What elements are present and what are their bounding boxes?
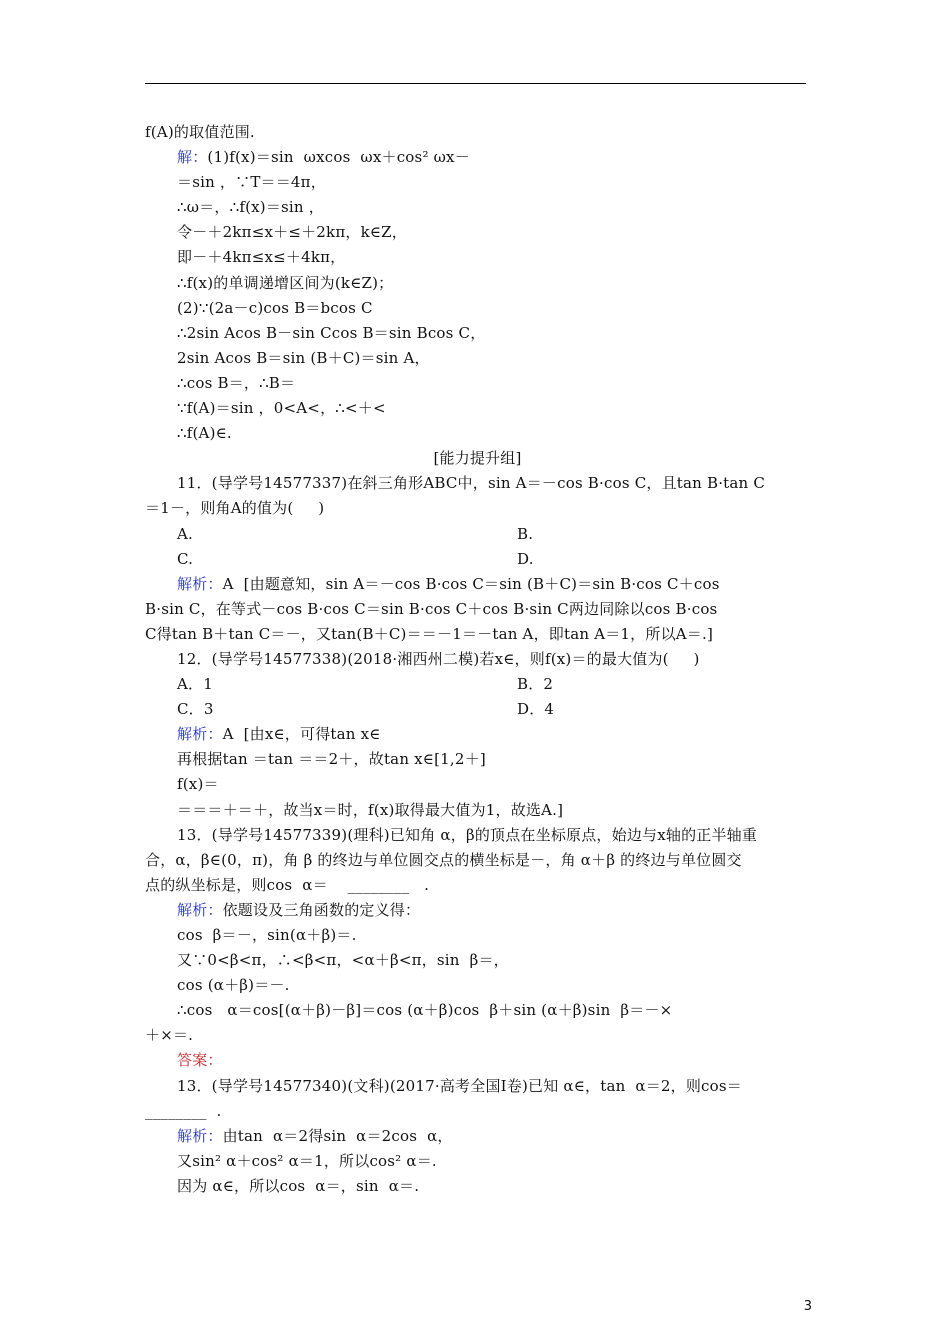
option-c: C. (177, 549, 194, 568)
question-line: 13．(导学号14577339)(理科)已知角 α，β的顶点在坐标原点，始边与x轴的正半轴重 (177, 825, 758, 844)
text-line: ∴f(A)∈. (177, 424, 232, 443)
text-line: ＋×＝. (145, 1026, 194, 1045)
options-row (145, 522, 810, 547)
header-rule (145, 83, 806, 84)
text-line: 又∵0<β<π，∴<β<π，<α＋β<π，sin β＝， (177, 951, 509, 970)
text-line: ＝＝＝＋＝＋，故当x＝时，f(x)取得最大值为1，故选A.] (177, 800, 564, 819)
text-line: 2sin Acos B＝sin (B＋C)＝sin A， (177, 348, 430, 367)
page-number: 3 (803, 1299, 812, 1314)
text-line: cos (α＋β)＝－. (177, 976, 290, 995)
analysis-label: 解析： (177, 574, 223, 593)
analysis-label: 解析： (177, 725, 223, 744)
question-line: 13．(导学号14577340)(文科)(2017·高考全国Ⅰ卷)已知 α∈，tan α＝2，则cos＝ (177, 1076, 742, 1095)
text-line: 因为 α∈，所以cos α＝，sin α＝. (177, 1176, 420, 1195)
text-line: 即－＋4kπ≤x≤＋4kπ， (177, 248, 346, 267)
options-row (145, 697, 810, 722)
text-line: 令－＋2kπ≤x＋≤＋2kπ，k∈Z， (177, 223, 407, 242)
option-c: C．3 (177, 700, 214, 719)
options-row (145, 547, 810, 572)
option-a: A．1 (177, 675, 213, 694)
option-d: D. (517, 549, 534, 568)
analysis-line: 解析：依题设及三角函数的定义得： (177, 900, 421, 919)
text-line: ∴cos α＝cos[(α＋β)－β]＝cos (α＋β)cos β＋sin (α＋β)sin β＝－× (177, 1001, 673, 1020)
options-row (145, 672, 810, 697)
text-line: 又sin² α＋cos² α＝1，所以cos² α＝. (177, 1151, 437, 1170)
answer-line (145, 1048, 810, 1073)
text-line: ∵f(A)＝sin ，0<A<，∴<＋< (177, 399, 386, 418)
analysis-line: 解析：A [由题意知，sin A＝－cos B·cos C＝sin (B＋C)＝sin B·cos C＋cos (177, 574, 720, 593)
question-line: 12．(导学号14577338)(2018·湘西州二模)若x∈，则f(x)＝的最大值为( ) (177, 649, 700, 668)
analysis-label: 解析： (177, 900, 223, 919)
question-line: 点的纵坐标是，则cos α＝ ________ . (145, 875, 430, 894)
text-line: cos β＝－，sin(α＋β)＝. (177, 926, 357, 944)
text-line: 再根据tan ＝tan ＝＝2＋，故tan x∈[1,2＋] (177, 750, 486, 769)
analysis-label: 解析： (177, 1126, 223, 1145)
analysis-line: 解析：由tan α＝2得sin α＝2cos α， (177, 1126, 453, 1145)
option-b: B．2 (517, 675, 554, 694)
text-line: f(x)＝ (177, 775, 219, 794)
text-line: ∴2sin Acos B－sin Ccos B＝sin Bcos C， (177, 323, 486, 342)
solution-label: 解： (177, 148, 208, 167)
document-body (145, 120, 810, 1199)
question-line: ________ . (145, 1101, 222, 1120)
text-line: ∴f(x)的单调递增区间为(k∈Z)； (177, 273, 394, 292)
question-line: 合，α，β∈(0，π)，角 β 的终边与单位圆交点的横坐标是－，角 α＋β 的终边与单位圆交 (145, 850, 742, 869)
solution-line: 解：(1)f(x)＝sin ωxcos ωx＋cos² ωx－ (177, 148, 470, 167)
text-line: f(A)的取值范围. (145, 123, 255, 141)
question-line: 11．(导学号14577337)在斜三角形ABC中，sin A＝－cos B·cos C，且tan B·tan C (177, 474, 766, 493)
question-line: ＝1－，则角A的值为( ) (145, 499, 325, 518)
text-line: C得tan B＋tan C＝－，又tan(B＋C)＝＝－1＝－tan A，即tan A＝1，所以A＝.] (145, 624, 714, 643)
option-a: A. (177, 524, 194, 543)
text-line: ∴ω＝，∴f(x)＝sin ， (177, 198, 324, 217)
option-d: D．4 (517, 700, 555, 719)
analysis-line: 解析：A [由x∈，可得tan x∈ (177, 725, 381, 744)
text-line: ＝sin ，∵T＝＝4π， (177, 173, 326, 192)
text-line: (2)∵(2a－c)cos B＝bcos C (177, 298, 373, 317)
answer-label: 答案： (177, 1051, 223, 1070)
text-line: B·sin C，在等式－cos B·cos C＝sin B·cos C＋cos B·sin C两边同除以cos B·cos (145, 599, 718, 618)
text-line: ∴cos B＝，∴B＝ (177, 373, 296, 392)
section-heading: [能力提升组] (433, 449, 522, 468)
option-b: B. (517, 524, 534, 543)
